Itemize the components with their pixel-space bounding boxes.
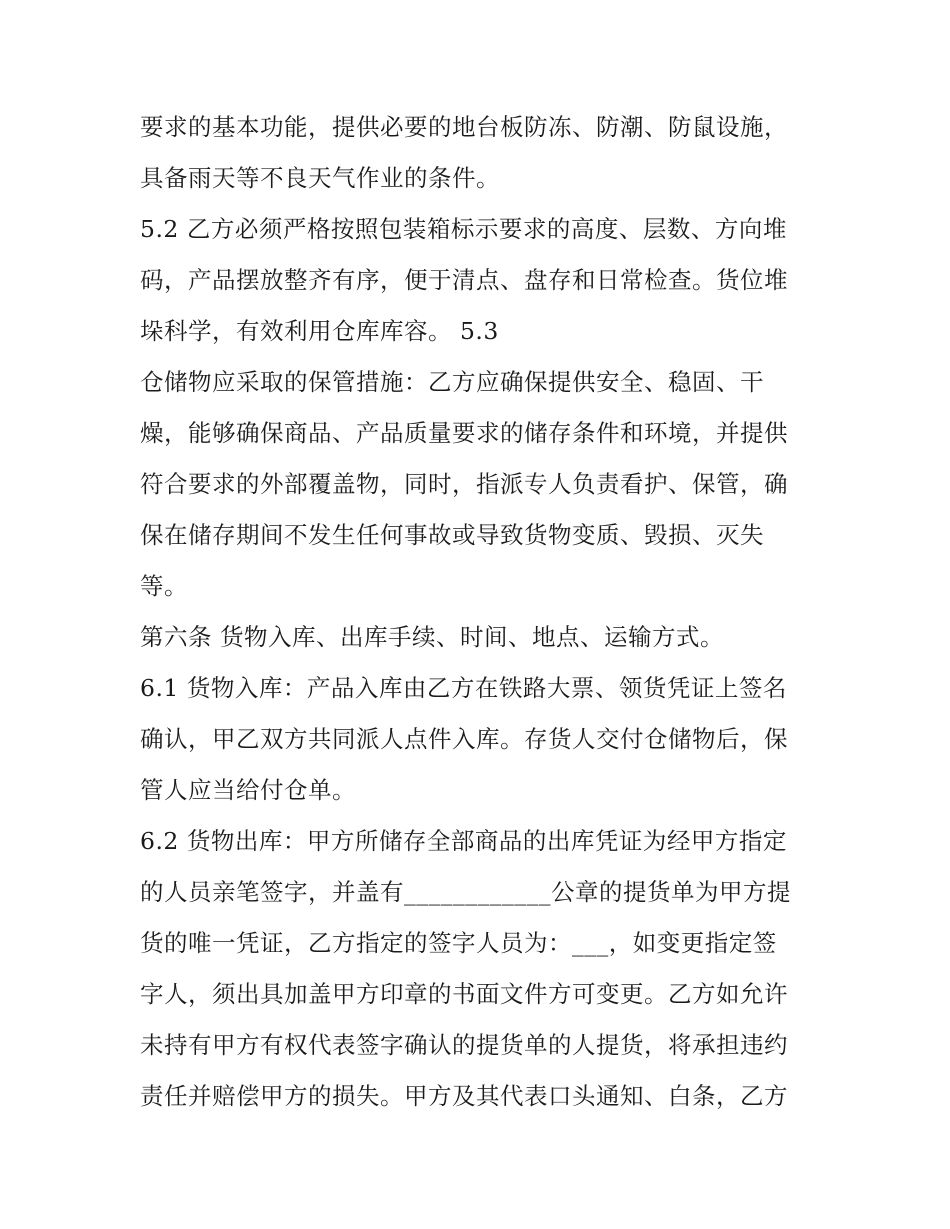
text-line: 垛科学，有效利用仓库库容。 5.3: [140, 317, 499, 345]
text-line: 仓储物应采取的保管措施：乙方应确保提供安全、稳固、干: [140, 368, 764, 396]
text-line: 字人，须出具加盖甲方印章的书面文件方可变更。乙方如允许: [140, 980, 788, 1008]
text-line: 码，产品摆放整齐有序，便于清点、盘存和日常检查。货位堆: [140, 266, 788, 294]
text-line: 货的唯一凭证，乙方指定的签字人员为：___，如变更指定签: [140, 929, 777, 957]
text-line: 符合要求的外部覆盖物，同时，指派专人负责看护、保管，确: [140, 470, 788, 498]
text-line: 燥，能够确保商品、产品质量要求的储存条件和环境，并提供: [140, 419, 788, 447]
text-line: 5.2 乙方必须严格按照包装箱标示要求的高度、层数、方向堆: [140, 215, 787, 243]
text-line: 保在储存期间不发生任何事故或导致货物变质、毁损、灭失: [140, 521, 764, 549]
document-body: [140, 102, 820, 1122]
text-line: 具备雨天等不良天气作业的条件。: [140, 164, 500, 192]
text-line: 6.1 货物入库：产品入库由乙方在铁路大票、领货凭证上签名: [140, 674, 787, 702]
text-line: 管人应当给付仓单。: [140, 776, 356, 804]
text-line: 的人员亲笔签字，并盖有____________公章的提货单为甲方提: [140, 878, 791, 906]
text-line: 责任并赔偿甲方的损失。甲方及其代表口头通知、白条，乙方: [140, 1082, 788, 1110]
text-line: 要求的基本功能，提供必要的地台板防冻、防潮、防鼠设施，: [140, 113, 788, 141]
text-line: 等。: [140, 572, 188, 600]
section-heading: 第六条 货物入库、出库手续、时间、地点、运输方式。: [140, 623, 724, 651]
text-line: 确认，甲乙双方共同派人点件入库。存货人交付仓储物后，保: [140, 725, 788, 753]
text-line: 6.2 货物出库：甲方所储存全部商品的出库凭证为经甲方指定: [140, 827, 787, 855]
text-line: 未持有甲方有权代表签字确认的提货单的人提货，将承担违约: [140, 1031, 788, 1059]
